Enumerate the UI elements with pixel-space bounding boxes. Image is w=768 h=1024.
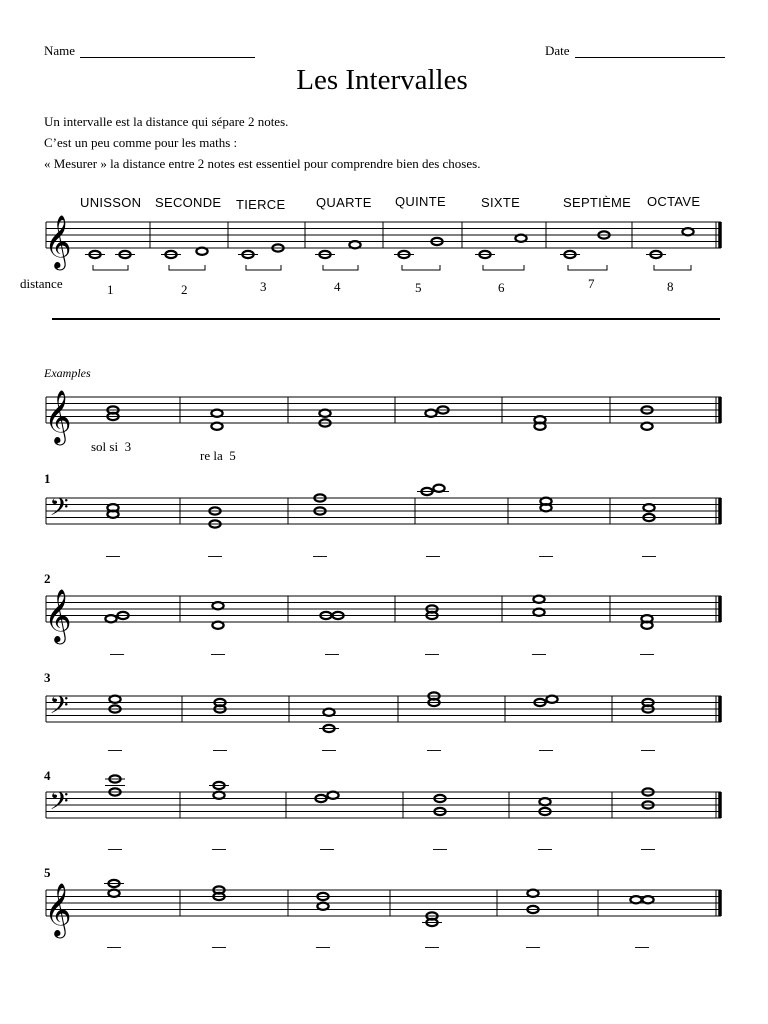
name-label: Name [44, 43, 76, 58]
distance-number-4: 4 [334, 279, 341, 294]
intro-line-3: « Mesurer » la distance entre 2 notes est essentiel pour comprendre bien des choses. [44, 156, 481, 171]
whole-note [105, 615, 116, 622]
treble-clef-icon: 𝄞 [44, 389, 72, 443]
whole-note [539, 798, 550, 805]
answer-blank: — [642, 547, 656, 563]
distance-number-5: 5 [415, 280, 422, 295]
whole-note [630, 896, 641, 903]
answer-blank: — [211, 645, 225, 661]
whole-note [211, 423, 222, 430]
whole-note [533, 596, 544, 603]
label-octave: OCTAVE [647, 194, 701, 209]
whole-note [319, 410, 330, 417]
answer-blank: — [316, 938, 330, 954]
distance-label: distance [20, 276, 63, 291]
bass-clef-icon: 𝄢 [49, 691, 69, 726]
distance-number-8: 8 [667, 279, 674, 294]
distance-bracket [568, 265, 607, 270]
answer-blank: — [539, 741, 553, 757]
distance-number-6: 6 [498, 280, 505, 295]
exercise-number-4: 4 [44, 768, 51, 783]
answer-blank: — [212, 840, 226, 856]
whole-note [540, 498, 551, 505]
answer-blank: — [532, 645, 546, 661]
answer-blank: — [212, 938, 226, 954]
whole-note [641, 615, 652, 622]
exercise-number-5: 5 [44, 865, 51, 880]
whole-note [641, 423, 652, 430]
whole-note [109, 696, 120, 703]
label-quinte: QUINTE [395, 194, 446, 209]
answer-blank: — [320, 840, 334, 856]
whole-note [323, 709, 334, 716]
answer-blank: — [538, 840, 552, 856]
answer-blank: — [108, 840, 122, 856]
answer-blank: — [425, 938, 439, 954]
distance-bracket [483, 265, 524, 270]
whole-note [682, 228, 693, 235]
whole-note [642, 896, 653, 903]
whole-note [349, 241, 360, 248]
label-sixte: SIXTE [481, 195, 521, 210]
answer-blank: — [208, 547, 222, 563]
whole-note [317, 903, 328, 910]
answer-blank: — [425, 645, 439, 661]
whole-note [527, 890, 538, 897]
label-quarte: QUARTE [316, 195, 372, 210]
answer-blank: — [322, 741, 336, 757]
distance-number-1: 1 [107, 282, 114, 297]
distance-bracket [323, 265, 358, 270]
date-label: Date [545, 43, 570, 58]
page-title: Les Intervalles [296, 64, 468, 96]
answer-blank: — [433, 840, 447, 856]
whole-note [533, 609, 544, 616]
distance-bracket [246, 265, 281, 270]
answer-blank: — [641, 840, 655, 856]
answer-blank: — [640, 645, 654, 661]
answer-blank: — [108, 741, 122, 757]
distance-bracket [169, 265, 205, 270]
distance-bracket [402, 265, 440, 270]
whole-note [433, 485, 444, 492]
exercise-number-1: 1 [44, 471, 51, 486]
answer-blank: — [539, 547, 553, 563]
distance-number-3: 3 [260, 279, 267, 294]
exercise-number-3: 3 [44, 670, 51, 685]
answer-blank: — [213, 741, 227, 757]
answer-blank: — [325, 645, 339, 661]
whole-note [425, 410, 436, 417]
answer-blank: — [107, 938, 121, 954]
distance-number-2: 2 [181, 282, 188, 297]
whole-note [107, 504, 118, 511]
whole-note [213, 792, 224, 799]
answer-blank: — [427, 741, 441, 757]
whole-note [196, 248, 207, 255]
treble-clef-icon: 𝄞 [44, 214, 72, 268]
distance-number-7: 7 [588, 276, 595, 291]
label-tierce: TIERCE [236, 197, 286, 212]
bass-clef-icon: 𝄢 [49, 493, 69, 528]
answer-blank: — [313, 547, 327, 563]
label-seconde: SECONDE [155, 195, 222, 210]
whole-note [211, 410, 222, 417]
whole-note [212, 602, 223, 609]
whole-note [534, 423, 545, 430]
answer-blank: — [106, 547, 120, 563]
label-septieme: SEPTIÈME [563, 195, 632, 210]
answer-blank: — [641, 741, 655, 757]
treble-clef-icon: 𝄞 [44, 882, 72, 936]
whole-note [212, 622, 223, 629]
whole-note [546, 696, 557, 703]
example-annotation-1: sol si 3 [91, 439, 132, 454]
label-unisson: UNISSON [80, 195, 142, 210]
answer-blank: — [110, 645, 124, 661]
intro-line-1: Un intervalle est la distance qui sépare 2 notes. [44, 114, 289, 129]
example-annotation-2: re la 5 [200, 448, 236, 463]
whole-note [515, 235, 526, 242]
answer-blank: — [426, 547, 440, 563]
whole-note [327, 792, 338, 799]
whole-note [643, 504, 654, 511]
examples-label: Examples [44, 366, 91, 380]
answer-blank: — [635, 938, 649, 954]
treble-clef-icon: 𝄞 [44, 588, 72, 642]
intro-line-2: C’est un peu comme pour les maths : [44, 135, 238, 150]
exercise-number-2: 2 [44, 571, 51, 586]
answer-blank: — [526, 938, 540, 954]
whole-note [108, 890, 119, 897]
bass-clef-icon: 𝄢 [49, 787, 69, 822]
distance-bracket [654, 265, 691, 270]
distance-bracket [93, 265, 128, 270]
